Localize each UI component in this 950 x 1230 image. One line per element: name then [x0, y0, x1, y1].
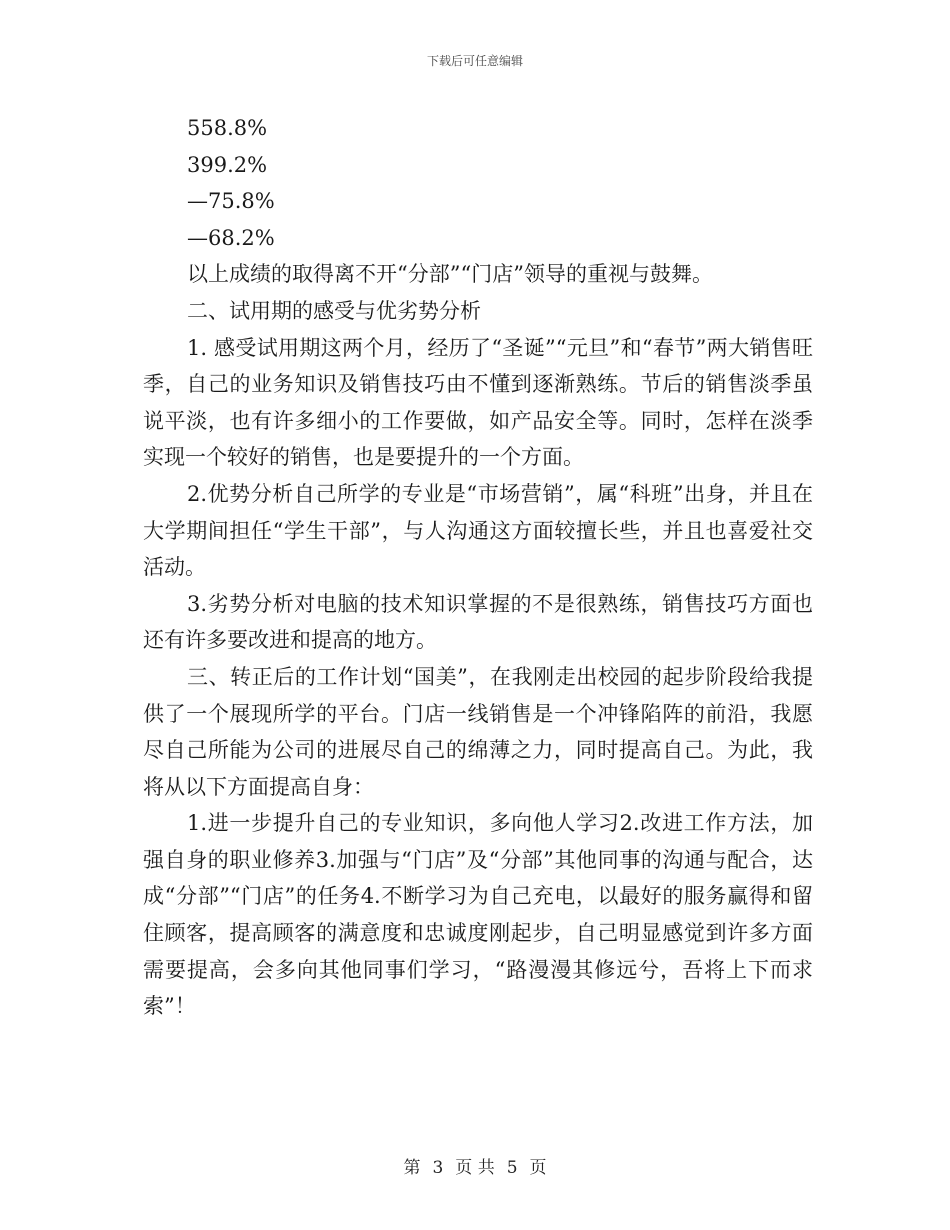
paragraph-plan-items: 1.进一步提升自己的专业知识，多向他人学习2.改进工作方法，加强自身的职业修养3.加强与“门店”及“分部”其他同事的沟通与配合，达成“分部”“门店”的任务4.不断学习为自己充电，以最好的服务赢得和留住顾客，提高顾客的满意度和忠诚度刚起步，自己明显感觉到许多方面需要提高，会多向其他同事们学习，“路漫漫其修远兮，吾将上下而求索”！: [143, 811, 813, 1019]
stat-line: 399.2%: [187, 152, 268, 177]
page-header: 下载后可任意编辑: [426, 54, 523, 68]
stat-line: —68.2%: [187, 225, 275, 250]
page-footer: [0, 1153, 950, 1178]
page-suffix: 页: [529, 1158, 547, 1178]
document-body: [143, 110, 813, 1025]
page-prefix: 第: [403, 1158, 421, 1178]
stat-line: 558.8%: [187, 116, 268, 140]
page-number-total: 5: [506, 1158, 518, 1178]
paragraph-experience: 1. 感受试用期这两个月，经历了“圣诞”“元旦”和“春节”两大销售旺季，自己的业务知识及销售技巧由不懂到逐渐熟练。节后的销售淡季虽说平淡，也有许多细小的工作要做，如产品安全等。同时，怎样在淡季实现一个较好的销售，也是要提升的一个方面。: [143, 335, 813, 470]
page-mid: 页 共: [455, 1158, 495, 1178]
paragraph-strengths: 2.优势分析自己所学的专业是“市场营销”，属“科班”出身，并且在大学期间担任“学生干部”，与人沟通这方面较擅长些，并且也喜爱社交活动。: [143, 481, 813, 580]
paragraph-work-plan: 三、转正后的工作计划“国美”，在我刚走出校园的起步阶段给我提供了一个展现所学的平台。门店一线销售是一个冲锋陷阵的前沿，我愿尽自己所能为公司的进展尽自己的绵薄之力，同时提高自己。为此，我将从以下方面提高自身：: [143, 664, 813, 799]
stat-line: —75.8%: [187, 189, 275, 214]
paragraph-achievement: 以上成绩的取得离不开“分部”“门店”领导的重视与鼓舞。: [187, 262, 713, 287]
page-number-current: 3: [432, 1158, 444, 1178]
section-heading-analysis: 二、试用期的感受与优劣势分析: [187, 298, 481, 323]
paragraph-weaknesses: 3.劣势分析对电脑的技术知识掌握的不是很熟练，销售技巧方面也还有许多要改进和提高的地方。: [143, 591, 813, 653]
